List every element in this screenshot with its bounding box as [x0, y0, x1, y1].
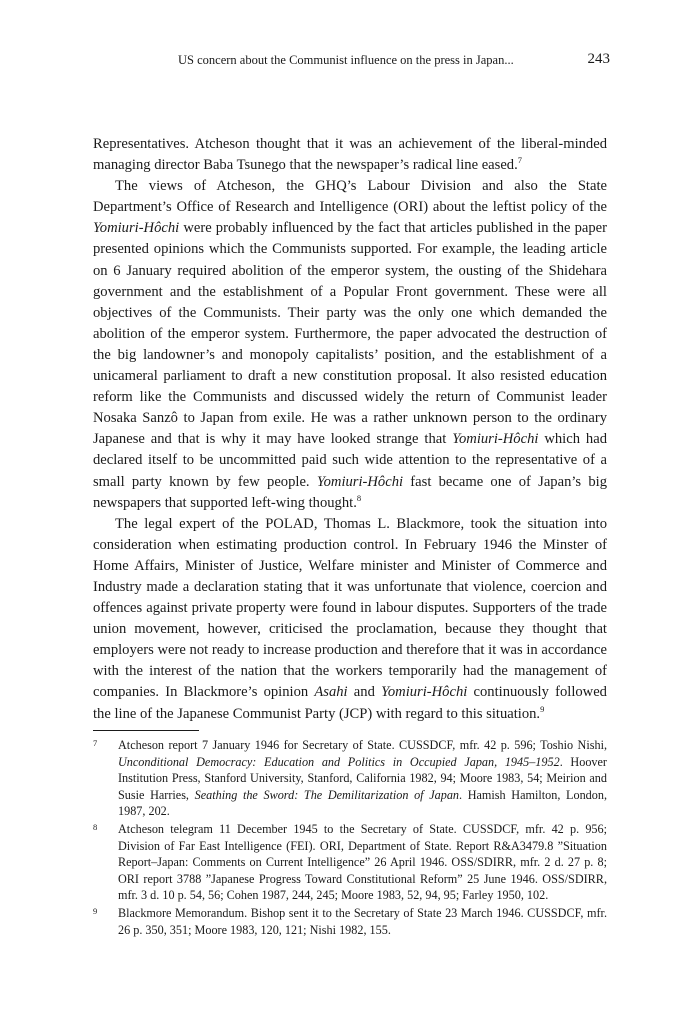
text-run: were probably influenced by the fact that articles published in the paper presented opinions which the Communists supported. For example, the leading article on 6 January required abolition of the emperor system, the ousting of the Shidehara government and the establishment of a Popular Front government. These were all objectives of the Communists. Their party was the only one which demanded the abolition of the emperor system. Furthermore, the paper advocated the destruction of the big landowner’s and monopoly capitalists’ position, and the establishment of a unicameral parliament to draft a new constitution proposal. It also resisted education reform like the Communists and discussed widely the return of Communist leader Nosaka Sanzô to Japan from exile. He was a rather unknown person to the ordinary Japanese and that is why it may have looked strange that [93, 220, 607, 448]
text-run: . Hoover Institution Press, Stanford University, Stanford, California 1982, 94; Moore 1983, 54; Meirion and Susie Harries, [118, 754, 607, 802]
text-run: Representatives. Atcheson thought that it was an achievement of the liberal-minded managing director Baba Tsunego that the newspaper’s radical line eased. [93, 136, 607, 174]
paragraph [93, 514, 607, 725]
italic-title: Unconditional Democracy: Education and Politics in Occupied Japan, 1945–1952 [118, 754, 560, 769]
footnote-number: 9 [93, 905, 98, 916]
text-run: . Hamish Hamilton, London, 1987, 202. [118, 787, 607, 819]
italic-title: Asahi [314, 684, 348, 701]
italic-title: Yomiuri-Hôchi [93, 220, 180, 237]
text-run: The legal expert of the POLAD, Thomas L. Blackmore, took the situation into consideration when estimating production control. In February 1946 the Minster of Home Affairs, Minister of Justice, Welfare minister and Minister of Commerce and Industry made a declaration stating that it was unfortunate that violence, coercion and offences against private property were found in labour disputes. Supporters of the trade union movement, however, criticised the proclamation, because they thought that employers were not ready to increase production and therefore that it was in accordance with the interest of the nation that the workers temporarily had the management of companies. In Blackmore’s opinion [93, 515, 607, 701]
running-title: US concern about the Communist influence on the press in Japan... [178, 53, 514, 67]
footnote-marker: 9 [540, 703, 545, 714]
paragraph [93, 134, 607, 176]
text-run: which had declared itself to be uncommitted paid such wide attention to the representative of a small party known by few people. [93, 431, 607, 490]
footnotes [93, 737, 607, 939]
text-run: Atcheson report 7 January 1946 for Secretary of State. CUSSDCF, mfr. 42 p. 596; Toshio Nishi, [118, 738, 607, 752]
italic-title: Seathing the Sword: The Demilitarization of Japan [194, 787, 460, 802]
body-text [93, 134, 607, 725]
italic-title: Yomiuri-Hôchi [452, 431, 539, 448]
text-run: and [347, 684, 382, 701]
text-run: Blackmore Memorandum. Bishop sent it to the Secretary of State 23 March 1946. CUSSDCF, mfr. 26 p. 350, 351; Moore 1983, 120, 121; Nishi 1982, 155. [118, 905, 607, 937]
footnote [93, 737, 607, 820]
footnote-marker: 8 [356, 492, 362, 503]
text-run: fast became one of Japan’s big newspapers that supported left-wing thought. [93, 473, 607, 511]
footnote-separator [93, 730, 199, 731]
footnote-number: 7 [93, 738, 98, 748]
text-run: The views of Atcheson, the GHQ’s Labour Division and also the State Department’s Office of Research and Intelligence (ORI) about the leftist policy of the [93, 178, 607, 216]
footnote-number: 8 [93, 821, 98, 832]
footnote [93, 821, 607, 904]
italic-title: Yomiuri-Hôchi [381, 684, 468, 701]
paragraph [93, 176, 607, 514]
page-number: 243 [587, 51, 610, 67]
text-run: continuously followed the line of the Japanese Communist Party (JCP) with regard to this situation. [93, 684, 607, 722]
text-run: Atcheson telegram 11 December 1945 to the Secretary of State. CUSSDCF, mfr. 42 p. 956; Division of Far East Intelligence (FEI). ORI, Department of State. Report R&A3479.8 ”Situation Report–Japan: Comments on Current Intelligence” 26 April 1946. OSS/SDIRR, mfr. 2 d. 27 p. 8; ORI report 3788 ”Japanese Progress Toward Constitutional Reform” 25 June 1946. OSS/SDIRR, mfr. 3 d. 10 p. 54, 56; Cohen 1987, 244, 245; Moore 1983, 52, 94, 95; Farley 1950, 102. [118, 821, 607, 903]
footnote-marker: 7 [517, 155, 523, 166]
running-head [178, 53, 610, 68]
italic-title: Yomiuri-Hôchi [316, 473, 404, 490]
footnote [93, 905, 607, 938]
